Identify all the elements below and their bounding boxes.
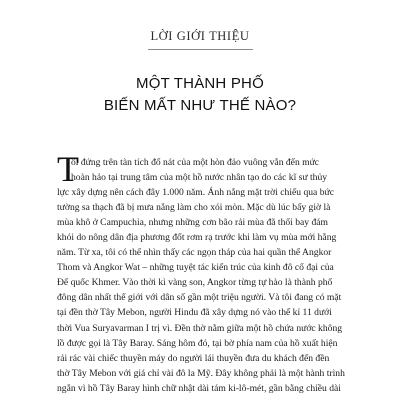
drop-cap: T: [57, 149, 79, 189]
body-line: thời Vua Suryavarman I trị vì. Đền thờ nằm giữa một hồ chứa nước không: [57, 322, 343, 334]
chapter-title: [0, 73, 400, 117]
body-line: lồ được gọi là Tây Baray. Sáng hôm đó, tại bờ phía nam của hồ xuất hiện: [57, 337, 338, 349]
body-line: Đế quốc Khmer. Vào thời kì vàng son, Angkor từng tự hào là thành phố: [57, 277, 333, 289]
body-line: ngắn vì hồ Tây Baray hình chữ nhật dài tám ki-lô-mét, gần bằng chiều dài: [57, 382, 341, 394]
body-line: lực xây dựng nên cách đây 1.000 năm. Ánh nắng mặt trời chiếu qua bức: [57, 187, 334, 199]
chapter-title-line: BIẾN MẤT NHƯ THẾ NÀO?: [103, 97, 297, 114]
body-line: tường sa thạch đã bị mưa nắng làm cho xói mòn. Mặc dù lúc bấy giờ là: [57, 202, 331, 214]
body-text: [57, 149, 359, 396]
body-line: khói do nông dân địa phương đốt rơm rạ trước khi làm vụ mùa mới hằng: [57, 232, 337, 244]
body-line: năm. Từ xa, tôi có thể nhìn thấy các ngọn tháp của hai quần thể Angkor: [57, 247, 332, 259]
body-line: hoàn hảo tại trung tâm của một hồ nước nhân tạo do các kĩ sư thủy: [71, 172, 328, 184]
body-line: ôi đứng trên tàn tích đổ nát của một hòn đảo vuông vắn đến mức: [71, 157, 320, 168]
body-line: Thom và Angkor Wat – những tuyệt tác kiến trúc của kinh đô cổ đại của: [57, 262, 334, 274]
chapter-title-line: MỘT THÀNH PHỐ: [136, 75, 264, 92]
body-line: rải rác vài chiếc thuyền máy do người lái thuyền đưa du khách đến đền: [57, 352, 330, 364]
body-line: tại đền thờ Tây Mebon, người Hindu đã xây dựng nó vào thế kỉ 11 dưới: [57, 307, 332, 319]
body-line: đông dân nhất thế giới với dân số gần một triệu người. Và tôi đang có mặt: [57, 292, 342, 304]
section-divider: [148, 49, 253, 50]
body-line: thờ Tây Mebon với giá chỉ vài đô la Mỹ. Đây không phải là một hành trình: [57, 367, 345, 379]
section-label: LỜI GIỚI THIỆU: [150, 29, 250, 43]
body-line: mùa khô ở Campuchia, nhưng những cơn bão rải mùa đã thổi bay đám: [57, 217, 328, 229]
